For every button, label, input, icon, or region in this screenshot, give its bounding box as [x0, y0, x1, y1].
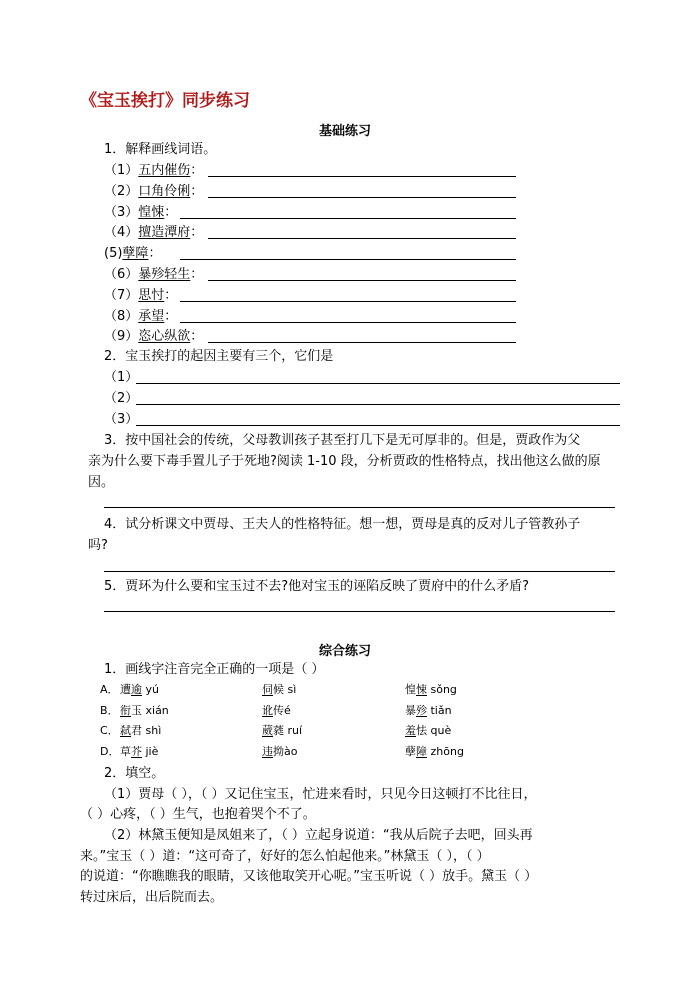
q1-item-word: 暴殄轻生 — [138, 267, 191, 282]
option-char: 怯 — [416, 724, 427, 738]
option-underlined-char: 违 — [262, 745, 273, 759]
q1-answer-line[interactable] — [208, 176, 516, 177]
q1-item-colon: ： — [190, 267, 204, 282]
option-item — [405, 703, 452, 719]
q1-answer-line[interactable] — [180, 301, 516, 302]
s2-q1-stem: 1．画线字注音完全正确的一项是（ ） — [104, 662, 325, 677]
q1-item-number: （7） — [104, 287, 139, 303]
q2-answer-line[interactable] — [136, 404, 620, 405]
q1-item-word: 孽障 — [122, 246, 149, 262]
q1-item-number: (5) — [104, 246, 123, 262]
q2-item-number: （3） — [104, 412, 139, 427]
option-char: 草 — [120, 745, 131, 759]
option-char: 传 — [273, 703, 284, 717]
q1-item-colon: ： — [148, 246, 162, 262]
q3-answer-line[interactable] — [104, 507, 615, 508]
q1-item — [104, 266, 203, 284]
q1-item-word: 惶悚 — [138, 204, 165, 220]
q1-item — [104, 183, 203, 201]
option-pinyin: què — [427, 724, 452, 738]
option-underlined-char: 逾 — [131, 683, 142, 696]
q2-answer-line[interactable] — [136, 383, 620, 384]
q1-item-number: （6） — [104, 267, 139, 282]
q1-answer-line[interactable] — [208, 280, 516, 281]
q1-item-colon: ： — [190, 329, 204, 345]
s2-q2-p2-line4: 转过床后，出后院而去。 — [80, 890, 224, 905]
s2-q2-p2-line2: 来。”宝玉（ ）道：“这可奇了，好好的怎么怕起他来。”林黛玉（ ），（ ） — [80, 849, 490, 864]
option-pinyin: ruí — [284, 724, 303, 738]
s2-q2-p2-line1: （2）林黛玉便知是凤姐来了，（ ）立起身说道：“我从后院子去吧，回头再 — [104, 828, 533, 843]
option-label: A． — [100, 683, 119, 696]
q5-answer-line[interactable] — [104, 611, 615, 612]
option-pinyin: shì — [142, 724, 162, 738]
s2-q2-p1-line2: （ ）心疼，（ ）生气，也抱着哭个不了。 — [80, 807, 316, 822]
q1-item — [104, 162, 203, 180]
option-item — [120, 723, 161, 739]
q1-answer-line[interactable] — [180, 218, 516, 219]
q4-answer-line[interactable] — [104, 571, 615, 572]
option-char: 惶 — [405, 683, 416, 696]
option-char: 拗 — [273, 745, 284, 759]
q1-item-number: （4） — [104, 225, 139, 241]
q2-stem: 2．宝玉挨打的起因主要有三个，它们是 — [104, 349, 334, 364]
q2-answer-line[interactable] — [136, 425, 620, 426]
option-underlined-char: 悚 — [416, 683, 427, 696]
s2-q2-p1-line1: （1）贾母（ ），（ ）又记住宝玉，忙进来看时，只见今日这顿打不比往日， — [104, 787, 537, 802]
option-underlined-char: 衔 — [120, 703, 131, 717]
q5-line1: 5．贾环为什么要和宝玉过不去?他对宝玉的诬陷反映了贾府中的什么矛盾? — [104, 579, 530, 594]
option-item — [262, 744, 297, 760]
q1-answer-line[interactable] — [180, 322, 516, 323]
q3-line1: 3．按中国社会的传统，父母教训孩子甚至打几下是无可厚非的。但是，贾政作为父 — [104, 433, 581, 448]
q1-item-number: （9） — [104, 329, 139, 345]
option-pinyin: sǒng — [427, 683, 457, 696]
option-underlined-char: 障 — [416, 745, 427, 759]
q1-item-word: 擅造潭府 — [138, 225, 191, 241]
q1-item — [104, 328, 203, 346]
option-label: D． — [100, 745, 120, 759]
q1-item-word: 恣心纵欲 — [138, 329, 191, 345]
q1-item — [104, 287, 177, 305]
option-pinyin: yú — [142, 683, 159, 696]
q1-item-number: （2） — [104, 183, 139, 199]
option-pinyin: jiè — [142, 745, 159, 759]
q3-line2: 亲为什么要下毒手置儿子于死地?阅读 1-10 段，分析贾政的性格特点，找出他这么做的原 — [88, 454, 601, 469]
option-item — [120, 682, 159, 698]
option-item — [405, 682, 457, 698]
q1-item — [104, 204, 177, 222]
option-item — [262, 682, 296, 698]
option-item — [120, 744, 158, 760]
page-title: 《宝玉挨打》同步练习 — [80, 91, 250, 111]
option-char: 蕤 — [273, 724, 284, 738]
section-heading-comprehensive: 综合练习 — [319, 644, 372, 659]
option-underlined-char: 葳 — [262, 724, 273, 738]
q1-item-colon: ： — [164, 204, 178, 220]
option-underlined-char: 殄 — [416, 703, 427, 717]
q1-answer-line[interactable] — [208, 238, 516, 239]
q1-answer-line[interactable] — [208, 342, 516, 343]
option-char: 候 — [273, 683, 284, 696]
q2-item-number: （2） — [104, 391, 139, 406]
option-pinyin: é — [284, 703, 291, 717]
option-char: 君 — [131, 724, 142, 738]
option-pinyin: ào — [284, 745, 298, 759]
option-label: B． — [100, 703, 119, 717]
option-underlined-char: 讹 — [262, 703, 273, 717]
option-char: 遭 — [120, 683, 131, 696]
option-item — [120, 703, 169, 719]
q1-item-colon: ： — [190, 225, 204, 241]
q1-item — [104, 245, 161, 263]
q1-item-word: 思忖 — [138, 287, 165, 303]
q1-item — [104, 224, 203, 242]
option-char: 玉 — [131, 703, 142, 717]
q1-item-number: （1） — [104, 163, 139, 178]
option-item — [262, 703, 291, 719]
option-underlined-char: 羞 — [405, 724, 416, 738]
s2-q2-stem: 2．填空。 — [104, 766, 165, 781]
q1-item — [104, 308, 177, 326]
option-underlined-char: 伺 — [262, 683, 273, 696]
q1-item-word: 口角伶俐 — [138, 183, 191, 199]
q1-answer-line[interactable] — [208, 197, 516, 198]
option-pinyin: zhōng — [427, 745, 464, 759]
option-char: 孽 — [405, 745, 416, 759]
q4-line2: 吗? — [88, 538, 108, 553]
q4-line1: 4．试分析课文中贾母、王夫人的性格特征。想一想，贾母是真的反对儿子管教孙子 — [104, 517, 581, 532]
q1-item-colon: ： — [190, 163, 204, 178]
s2-q2-p2-line3: 的说道：“你瞧瞧我的眼睛，又该他取笑开心呢。”宝玉听说（ ）放手。黛玉（ ） — [80, 869, 538, 884]
option-pinyin: tiǎn — [427, 703, 452, 717]
q1-item-colon: ： — [164, 308, 178, 324]
q1-item-word: 承望 — [138, 308, 165, 324]
q1-item-colon: ： — [164, 287, 178, 303]
q3-line3: 因。 — [88, 475, 115, 490]
option-label: C． — [100, 724, 119, 738]
q1-answer-line[interactable] — [180, 259, 516, 260]
option-underlined-char: 弑 — [120, 724, 131, 738]
q1-item-word: 五内催伤 — [138, 163, 191, 178]
option-underlined-char: 芥 — [131, 745, 142, 759]
option-pinyin: xián — [142, 703, 169, 717]
option-item — [405, 744, 464, 760]
option-item — [262, 723, 302, 739]
q1-item-number: （3） — [104, 204, 139, 220]
q2-item-number: （1） — [104, 370, 139, 385]
q1-item-number: （8） — [104, 308, 139, 324]
q1-item-colon: ： — [190, 183, 204, 199]
option-char: 暴 — [405, 703, 416, 717]
option-item — [405, 723, 451, 739]
option-pinyin: sì — [284, 683, 297, 696]
q1-stem: 1．解释画线词语。 — [104, 142, 217, 157]
section-heading-basic: 基础练习 — [319, 124, 372, 139]
